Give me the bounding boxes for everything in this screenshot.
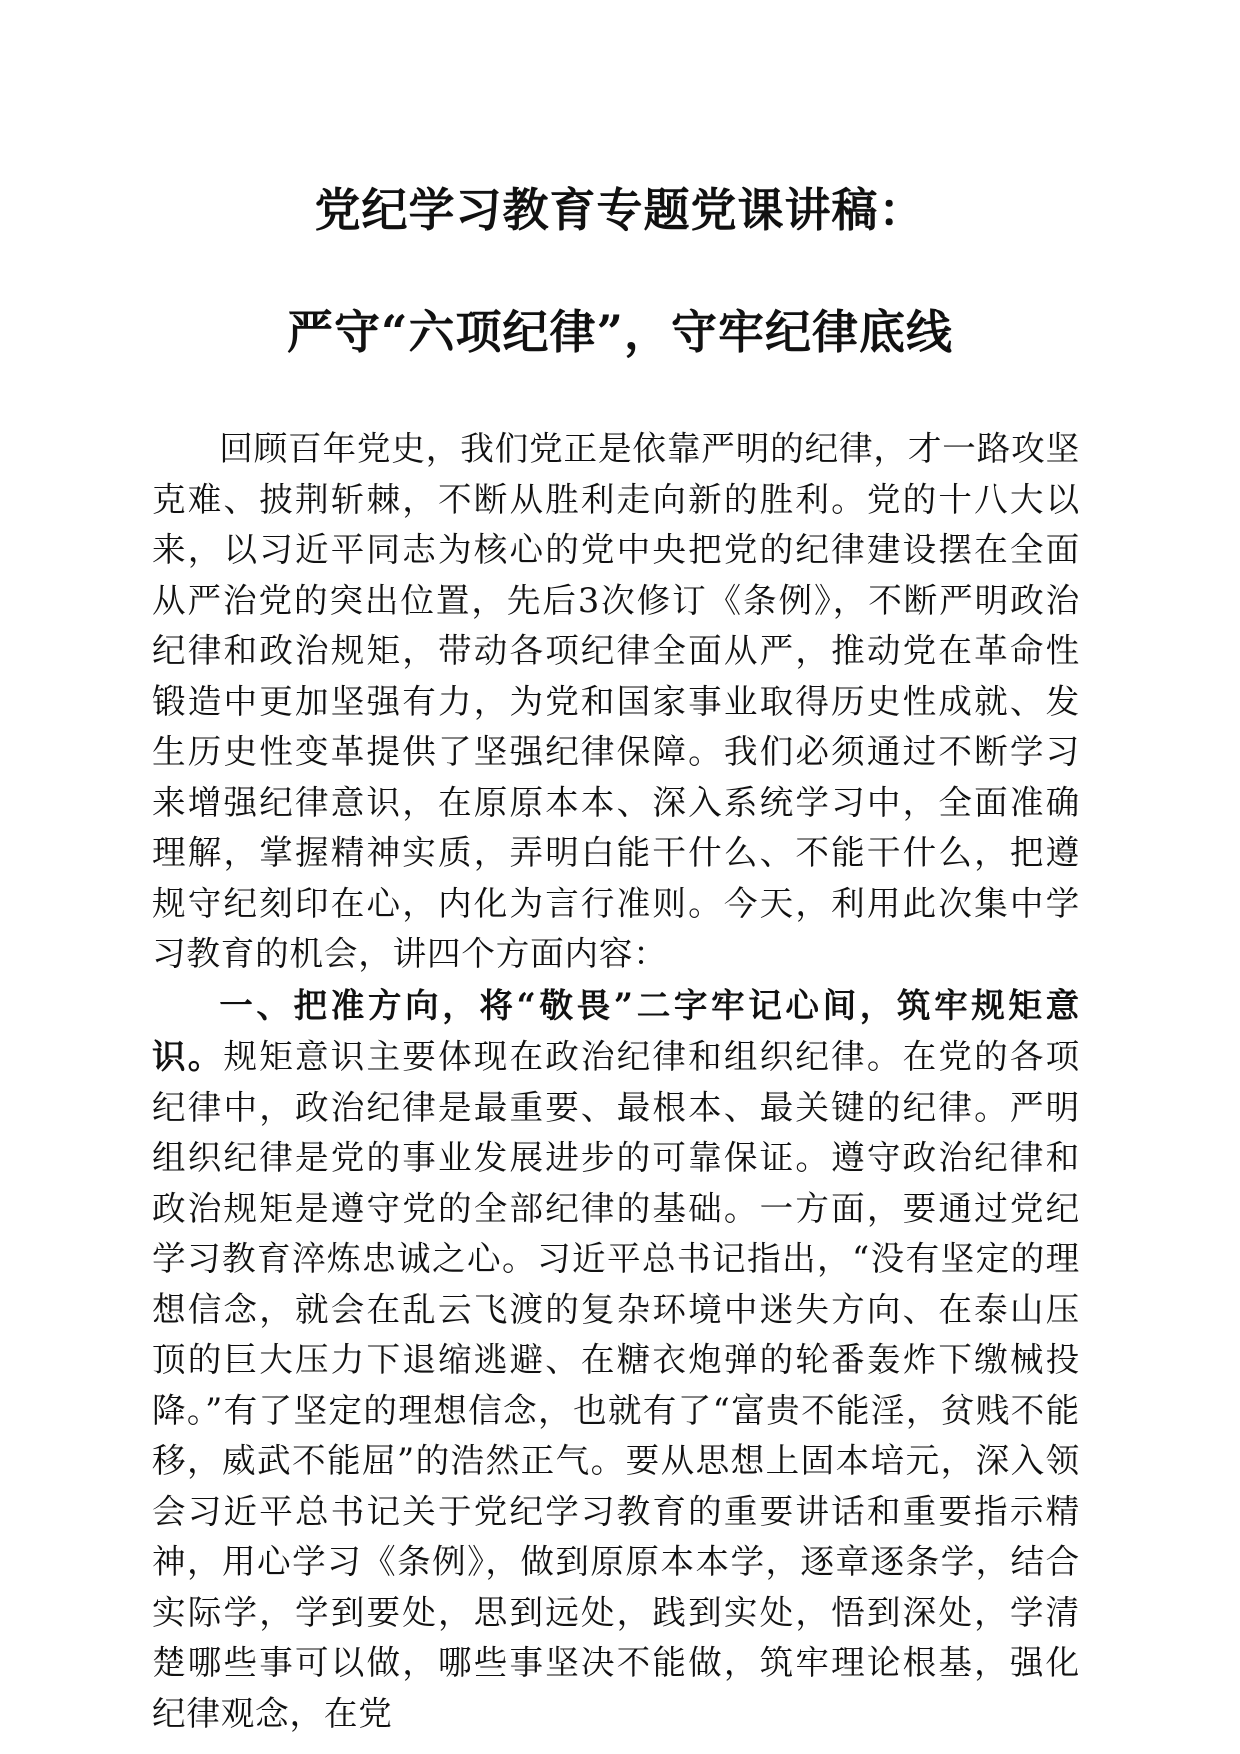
section-1-heading: 一、把准方向，将“敬畏”二字牢记心间，筑牢规矩意识。 <box>152 984 1080 1076</box>
section-1-paragraph <box>152 980 1080 1740</box>
intro-paragraph: 回顾百年党史，我们党正是依靠严明的纪律，才一路攻坚克难、披荆斩棘，不断从胜利走向新的胜利。党的十八大以来，以习近平同志为核心的党中央把党的纪律建设摆在全面从严治党的突出位置，先后3次修订《条例》，不断严明政治纪律和政治规矩，带动各项纪律全面从严，推动党在革命性锻造中更加坚强有力，为党和国家事业取得历史性成就、发生历史性变革提供了坚强纪律保障。我们必须通过不断学习来增强纪律意识，在原原本本、深入系统学习中，全面准确理解，掌握精神实质，弄明白能干什么、不能干什么，把遵规守纪刻印在心，内化为言行准则。今天，利用此次集中学习教育的机会，讲四个方面内容： <box>152 429 1080 973</box>
document-body <box>152 424 1080 1739</box>
section-1-text: 规矩意识主要体现在政治纪律和组织纪律。在党的各项纪律中，政治纪律是最重要、最根本、最关键的纪律。严明组织纪律是党的事业发展进步的可靠保证。遵守政治纪律和政治规矩是遵守党的全部纪律的基础。一方面，要通过党纪学习教育淬炼忠诚之心。习近平总书记指出，“没有坚定的理想信念，就会在乱云飞渡的复杂环境中迷失方向、在泰山压顶的巨大压力下退缩逃避、在糖衣炮弹的轮番轰炸下缴械投降。”有了坚定的理想信念，也就有了“富贵不能淫，贫贱不能移，威武不能屈”的浩然正气。要从思想上固本培元，深入领会习近平总书记关于党纪学习教育的重要讲话和重要指示精神，用心学习《条例》，做到原原本本学，逐章逐条学，结合实际学，学到要处，思到远处，践到实处，悟到深处，学清楚哪些事可以做，哪些事坚决不能做，筑牢理论根基，强化纪律观念，在党 <box>152 1037 1080 1733</box>
document-title-line-1: 党纪学习教育专题党课讲稿： <box>314 183 926 237</box>
document-title-line-2: 严守“六项纪律”，守牢纪律底线 <box>287 305 953 359</box>
